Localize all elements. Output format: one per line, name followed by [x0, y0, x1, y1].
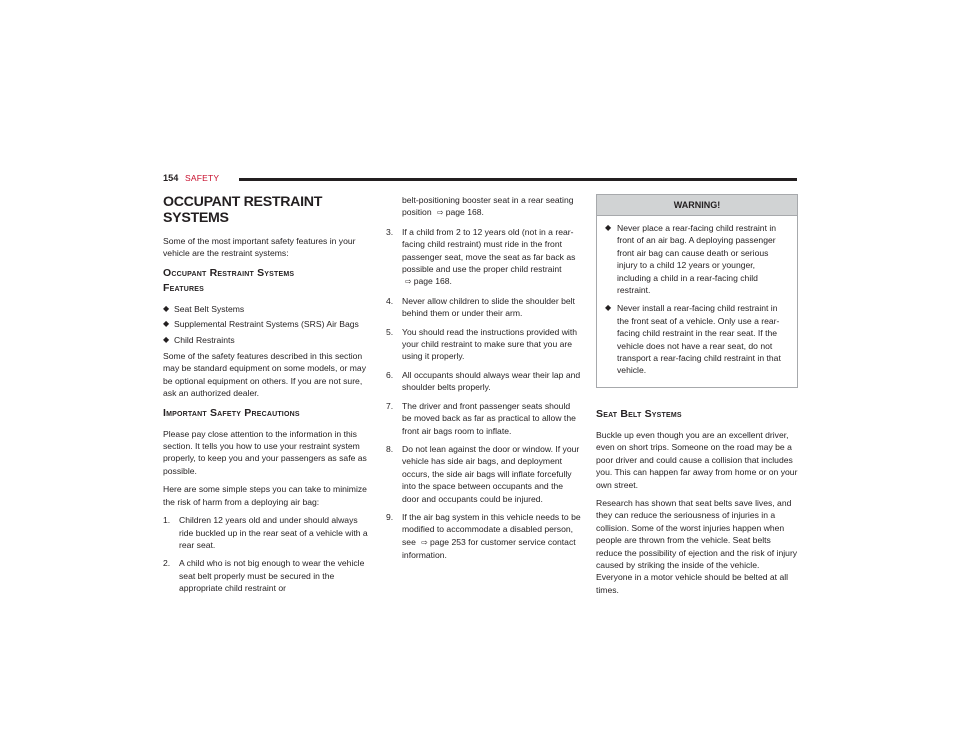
page-reference-link[interactable]: page 253 for customer service contact information. [402, 536, 576, 561]
features-list [163, 303, 368, 346]
page-header [163, 172, 797, 184]
warning-title: WARNING! [597, 195, 797, 216]
intro-paragraph: Some of the most important safety features in your vehicle are the restraint systems: [163, 236, 356, 259]
list-item: 7. The driver and front passenger seats should be moved back as far as practical to allow the front air bags room to inflate. [386, 400, 576, 436]
precautions-paragraph-1: Please pay close attention to the information in this section. It tells you how to use your restraint system properly, to keep you and your passengers as safe as possible. [163, 428, 367, 476]
page-reference-arrow-icon: ⇨ [405, 277, 412, 287]
list-item: 5. You should read the instructions provided with your child restraint to make sure that you are using it properly. [386, 326, 578, 362]
list-item: 3. If a child from 2 to 12 years old (not in a rear-facing child restraint) must ride in the front passenger seat, move the seat as far back as possible and use the proper child restraint ⇨ page 168. [386, 226, 576, 287]
steps-list-continued [386, 226, 582, 562]
list-item: 4. Never allow children to slide the shoulder belt behind them or under their arm. [386, 295, 575, 319]
bullet-icon: ◆ [605, 303, 612, 313]
column-right [596, 194, 798, 602]
list-item: 9. If the air bag system in this vehicle needs to be modified to accommodate a disabled person, see ⇨ page 253 for customer service contact information. [386, 511, 581, 561]
bullet-icon: ◆ [605, 223, 612, 232]
list-item: 8. Do not lean against the door or window. If your vehicle has side air bags, and deployment occurs, the side air bags will inflate forcefully into the space between occupants and the door and occupants could be injured. [386, 443, 580, 504]
header-rule [239, 178, 797, 181]
section-name: SAFETY [185, 173, 220, 183]
warning-box [596, 194, 798, 388]
precautions-paragraph-2: Here are some simple steps you can take to minimize the risk of harm from a deploying air bag: [163, 484, 367, 507]
precautions-heading: Important Safety Precautions [163, 406, 300, 419]
step-2-continuation: belt-positioning booster seat in a rear seating position ⇨ page 168. [402, 195, 574, 218]
seatbelt-paragraph-2: Research has shown that seat belts save lives, and they can reduce the seriousness of injuries in a collision. Some of the worst injuries happen when people are thrown from the vehicle. Seat belts reduce the possibility of ejection and the risk of injury caused by striking the inside of the vehicle. Everyone in a motor vehicle should be belted at all times. [596, 497, 798, 595]
list-item: ◆ Supplemental Restraint Systems (SRS) Air Bags [163, 319, 359, 330]
bullet-icon: ◆ [163, 303, 170, 313]
list-item: ◆ Seat Belt Systems [163, 303, 245, 314]
list-item: ◆ Child Restraints [163, 334, 235, 345]
bullet-icon: ◆ [163, 334, 170, 344]
features-note: Some of the safety features described in this section may be standard equipment on some models, or may be optional equipment on others. If you are not sure, ask an authorized dealer. [163, 351, 367, 399]
list-item: 6. All occupants should always wear their lap and shoulder belts properly. [386, 369, 581, 393]
bullet-icon: ◆ [163, 319, 170, 329]
features-heading [163, 266, 368, 296]
page-reference-link[interactable]: page 168. [445, 207, 484, 218]
page-reference-arrow-icon: ⇨ [421, 537, 428, 547]
list-item: ◆ Never place a rear-facing child restraint in front of an air bag. A deploying passenger front air bag can cause death or serious injury to a child 12 years or younger, including a child in a rear-facing child restraint. [605, 223, 777, 296]
seatbelt-paragraph-1: Buckle up even though you are an excellent driver, even on short trips. Someone on the road may be a poor driver and could cause a collision that includes you. This can happen far away from home or on your own street. [596, 429, 798, 490]
column-left [163, 194, 368, 601]
page-number: 154 [163, 173, 179, 183]
features-heading-line2: Features [163, 281, 204, 294]
seatbelt-heading: Seat Belt Systems [596, 407, 682, 420]
page-reference-link[interactable]: page 168. [413, 276, 452, 287]
features-heading-line1: Occupant Restraint Systems [163, 266, 295, 279]
page-title: OCCUPANT RESTRAINT SYSTEMS [163, 194, 323, 226]
list-item: 2. A child who is not big enough to wear the vehicle seat belt properly must be secured in the appropriate child restraint or [163, 558, 365, 594]
warning-list [597, 216, 797, 387]
steps-list [163, 514, 368, 594]
column-middle [386, 194, 582, 568]
list-item: ◆ Never install a rear-facing child restraint in the front seat of a vehicle. Only use a rear-facing child restraint in the rear seat. If the vehicle does not have a rear seat, do not transport a rear-facing child restraint in that vehicle. [605, 303, 781, 376]
list-item: 1. Children 12 years old and under should always ride buckled up in the rear seat of a vehicle with a rear seat. [163, 515, 368, 550]
page-reference-arrow-icon: ⇨ [437, 208, 444, 218]
